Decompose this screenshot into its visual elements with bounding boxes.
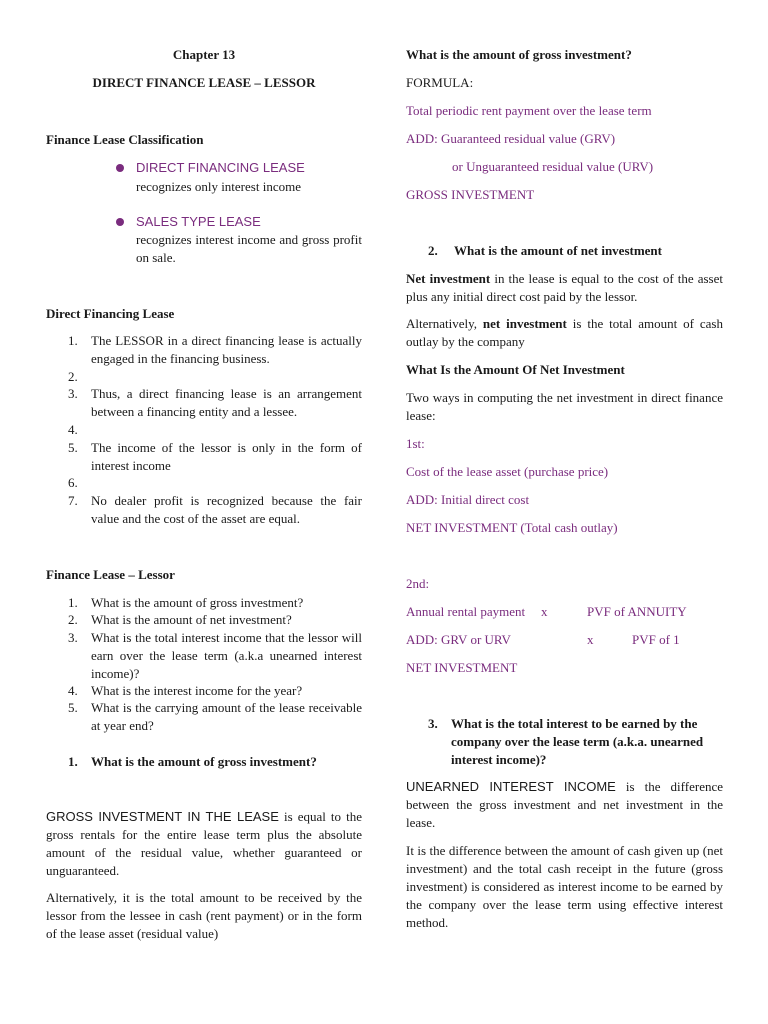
dfl-heading: Direct Financing Lease [46,306,175,321]
net-alt-text: Alternatively, [406,316,483,331]
q2-heading: What is the amount of net investment [454,243,662,258]
classification-heading: Finance Lease Classification [46,132,204,147]
second-method-total: NET INVESTMENT [406,660,518,675]
list-number: 5. [68,700,78,715]
list-number: 4. [68,683,78,698]
bullet-marker [116,218,124,226]
unearned-income-term: UNEARNED INTEREST INCOME [406,779,616,794]
chapter-label: Chapter 13 [172,47,236,62]
net-investment-paragraph [406,270,723,306]
first-method-line: Cost of the lease asset (purchase price) [406,464,609,479]
formula-total: GROSS INVESTMENT [406,187,535,202]
list-item: What is the amount of gross investment? [91,595,304,610]
q1-number: 1. [68,754,78,769]
gross-investment-paragraph [46,808,362,880]
first-method-line: ADD: Initial direct cost [406,492,530,507]
second-row-item: ADD: GRV or URV [406,632,511,647]
bullet-desc-sales: recognizes interest income and gross profit on sale. [136,232,362,265]
multiply-sign: x [541,604,548,619]
list-number: 6. [68,475,78,490]
net-investment-term: Net investment [406,271,491,286]
list-item: The income of the lessor is only in the form of interest income [91,440,362,473]
second-method-row [406,603,525,621]
list-number: 1. [68,333,78,348]
two-ways-paragraph: Two ways in computing the net investment in direct finance lease: [406,390,723,423]
list-number: 3. [68,386,78,401]
bullet-marker [116,164,124,172]
net-investment-heading: What Is the Amount Of Net Investment [406,362,625,377]
net-investment-definition: in the lease is equal to the cost of the asset plus any initial direct cost paid by the lessor. [406,271,723,304]
unearned-income-paragraph [406,778,723,832]
first-method-total: NET INVESTMENT (Total cash outlay) [406,520,618,535]
list-item: What is the interest income for the year? [91,683,303,698]
list-item: What is the carrying amount of the lease receivable at year end? [91,700,362,733]
document-title: DIRECT FINANCE LEASE – LESSOR [92,75,316,90]
net-alternative-paragraph [406,315,723,351]
list-number: 4. [68,422,78,437]
difference-paragraph: It is the difference between the amount of cash given up (net investment) and the total cash receipt in the future (gross investment) is considered as interest income to be earned by the company over the lease term using effective interest method. [406,843,723,930]
formula-line: Total periodic rent payment over the lease term [406,103,652,118]
second-row-factor: PVF of 1 [632,632,680,647]
formula-line: ADD: Guaranteed residual value (GRV) [406,131,616,146]
formula-label: FORMULA: [406,75,474,90]
q1-heading: What is the amount of gross investment? [91,754,317,769]
gross-investment-definition: is equal to the gross rentals for the entire lease term plus the absolute amount of the residual value, whether guaranteed or unguaranteed. [46,809,362,878]
list-number: 1. [68,595,78,610]
bullet-title-sales: SALES TYPE LEASE [136,214,261,229]
multiply-sign: x [587,632,594,647]
alternative-paragraph: Alternatively, it is the total amount to be received by the lessor from the lessee in cash (rent payment) or in the form of the lease asset (residual value) [46,890,362,941]
bullet-desc-direct: recognizes only interest income [136,179,301,194]
list-number: 7. [68,493,78,508]
second-row-factor: PVF of ANNUITY [587,604,687,619]
net-alt-term: net investment [482,316,567,331]
bullet-title-direct: DIRECT FINANCING LEASE [136,160,305,175]
net-alt-text: is the total amount of cash outlay by the company [406,316,723,349]
list-number: 3. [68,630,78,645]
list-number: 2. [68,612,78,627]
gross-investment-term: GROSS INVESTMENT IN THE LEASE [46,809,279,824]
list-item: No dealer profit is recognized because the fair value and the cost of the asset are equal. [91,493,362,526]
formula-line: or Unguaranteed residual value (URV) [452,159,654,174]
list-number: 5. [68,440,78,455]
fll-heading: Finance Lease – Lessor [46,567,175,582]
list-item: What is the total interest income that the lessor will earn over the lease term (a.k.a unearned interest income)? [91,630,362,681]
second-row-item: Annual rental payment [406,604,526,619]
q2-number: 2. [428,243,438,258]
unearned-income-definition: is the difference between the gross investment and net investment in the lease. [406,779,724,830]
first-method-label: 1st: [406,436,425,451]
list-item: The LESSOR in a direct financing lease is actually engaged in the financing business. [91,333,362,366]
list-item: What is the amount of net investment? [91,612,292,627]
q3-heading: What is the total interest to be earned by the company over the lease term (a.k.a. unearned interest income)? [451,716,704,767]
q3-number: 3. [428,716,438,731]
second-method-label: 2nd: [406,576,430,591]
list-number: 2. [68,369,78,384]
gross-investment-heading: What is the amount of gross investment? [406,47,632,62]
list-item: Thus, a direct financing lease is an arrangement between a financing entity and a lessee. [91,386,362,419]
